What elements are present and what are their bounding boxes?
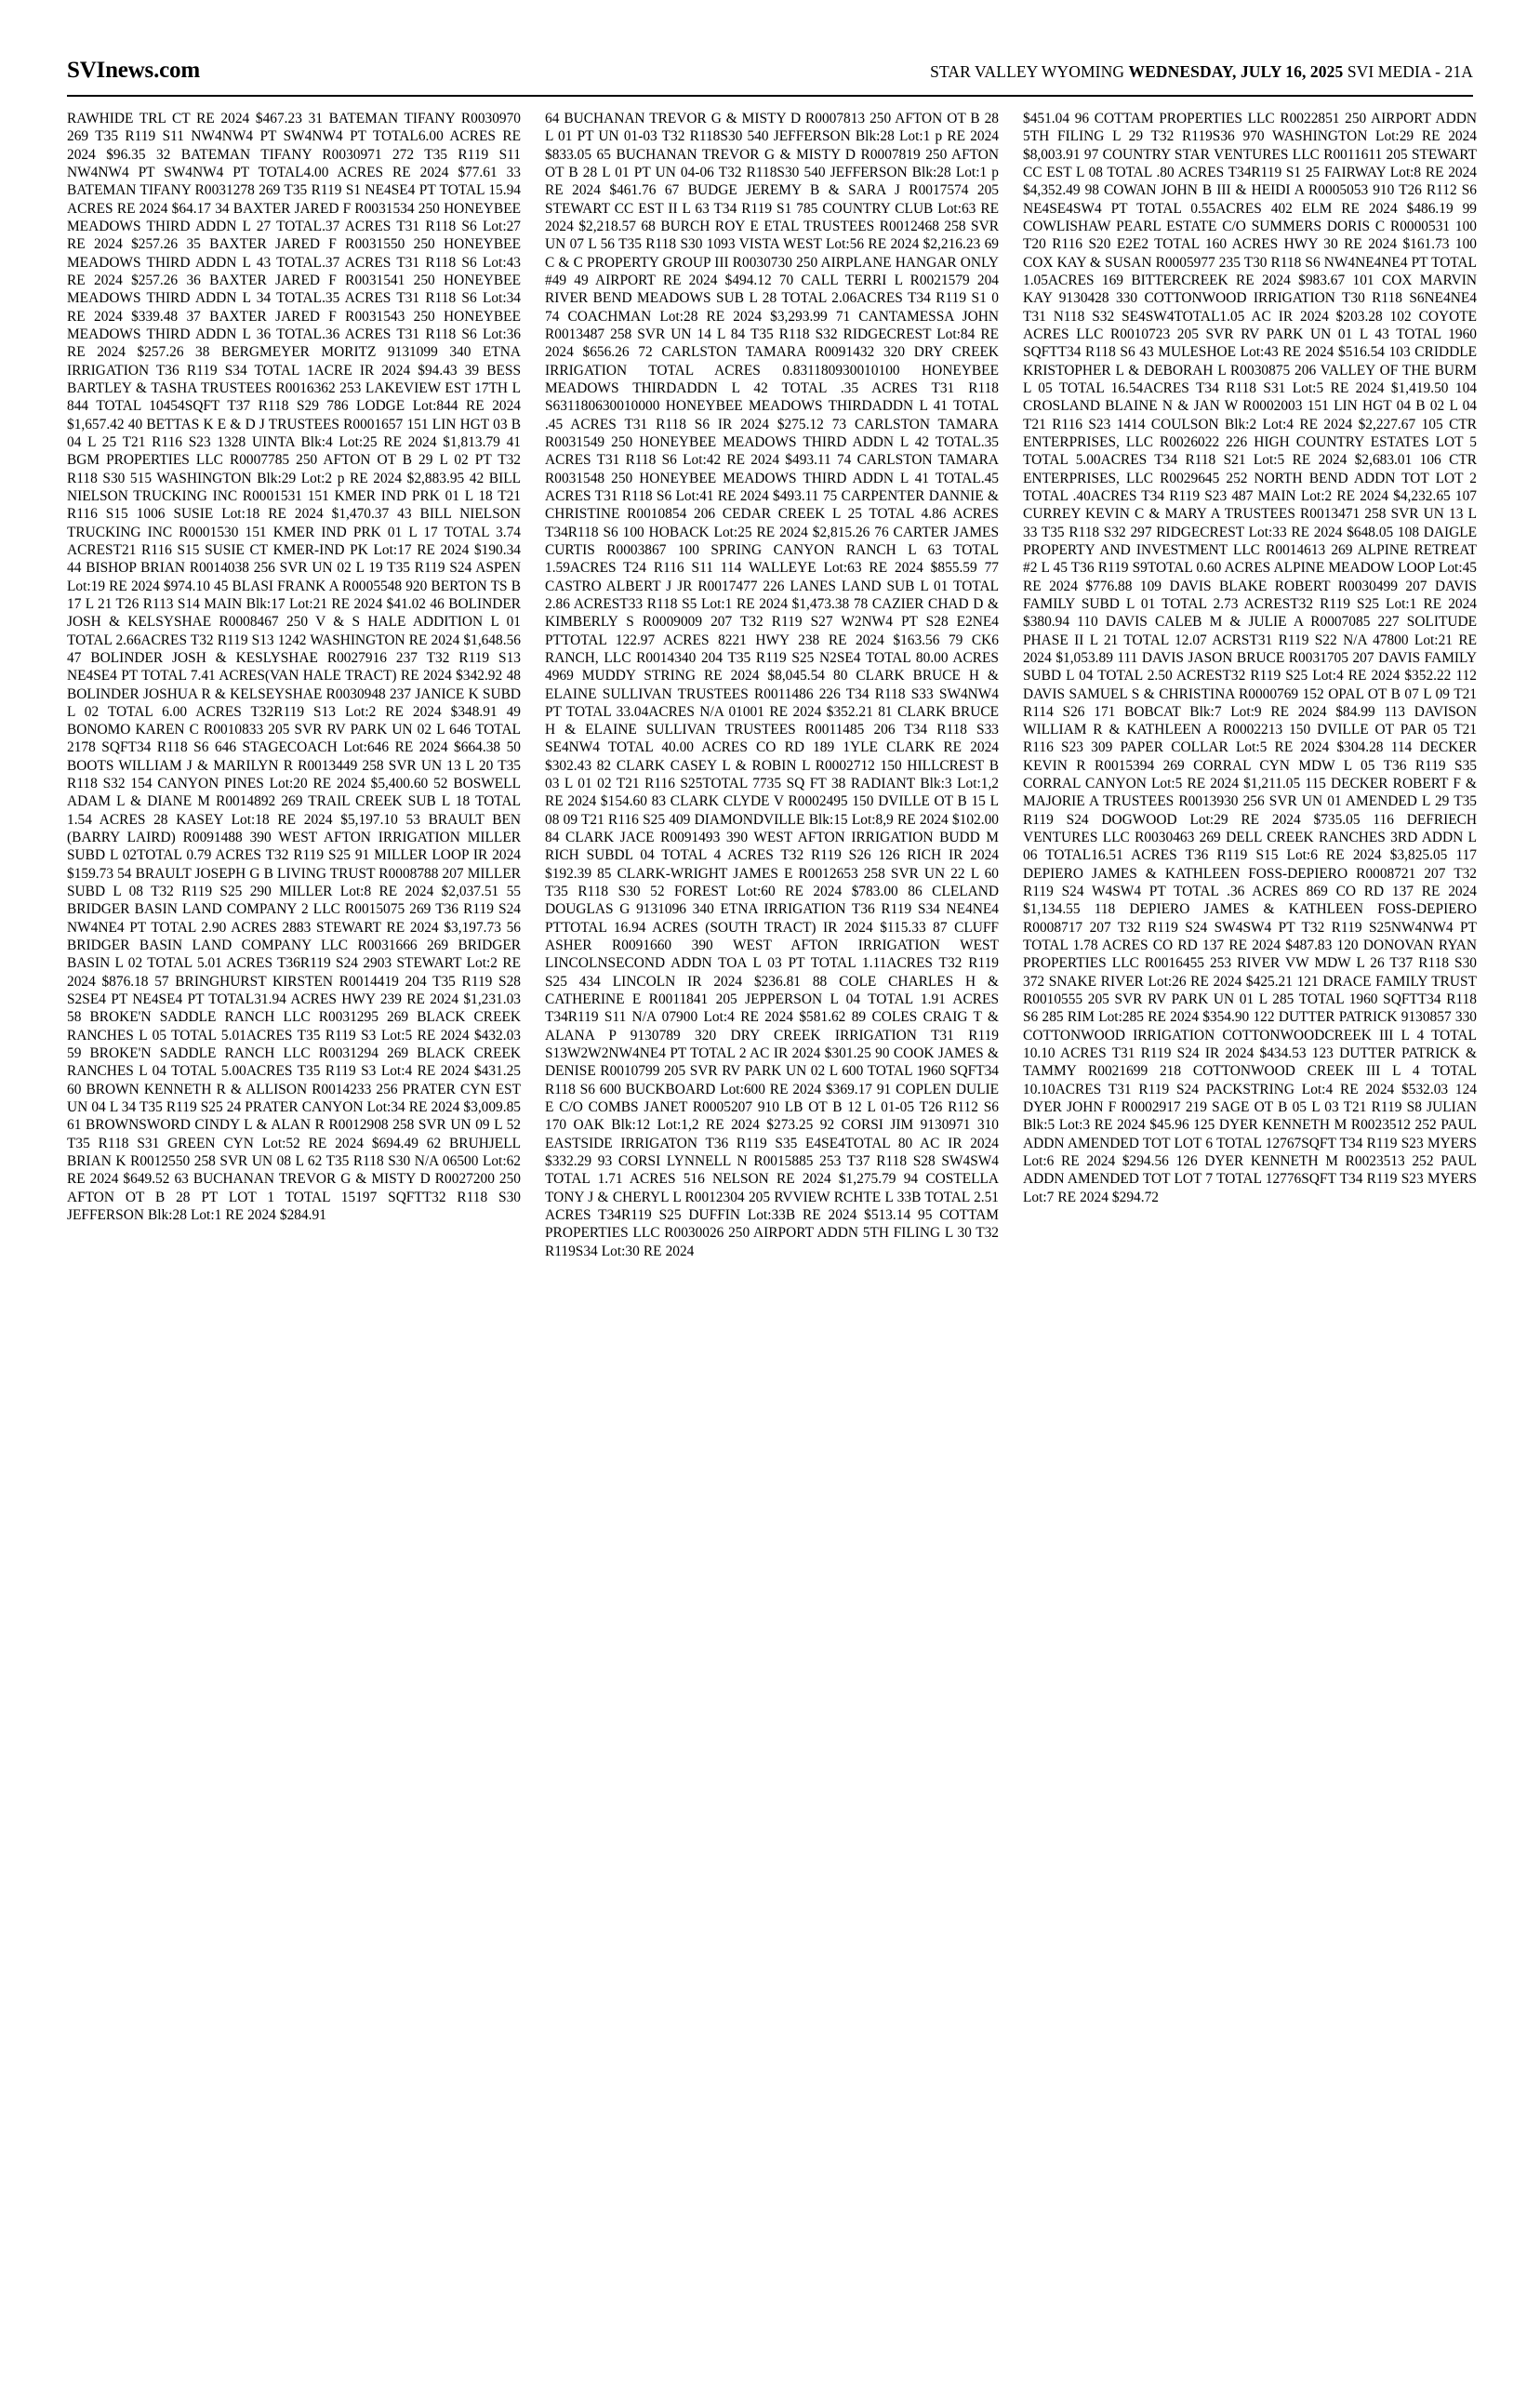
column-3 bbox=[1023, 110, 1477, 1206]
masthead-divider bbox=[67, 95, 1473, 97]
column-2-text: 64 BUCHANAN TREVOR G & MISTY D R0007813 250 AFTON OT B 28 L 01 PT UN 01-03 T32 R118S30 540 JEFFERSON Blk:28 Lot:1 p RE 2024 $833.05 65 BUCHANAN TREVOR G & MISTY D R0007819 250 AFTON OT B 28 L 01 PT UN 04-06 T32 R118S30 540 JEFFERSON Blk:28 Lot:1 p RE 2024 $461.76 67 BUDGE JEREMY B & SARA J R0017574 205 STEWART CC EST II L 63 T34 R119 S1 785 COUNTRY CLUB Lot:63 RE 2024 $2,218.57 68 BURCH ROY E ETAL TRUSTEES R0012468 258 SVR UN 07 L 56 T35 R118 S30 1093 VISTA WEST Lot:56 RE 2024 $2,216.23 69 C & C PROPERTY GROUP III R0030730 250 AIRPLANE HANGAR ONLY #49 49 AIRPORT RE 2024 $494.12 70 CALL TERRI L R0021579 204 RIVER BEND MEADOWS SUB L 28 TOTAL 2.06ACRES T34 R119 S1 0 74 COACHMAN Lot:28 RE 2024 $3,293.99 71 CANTAMESSA JOHN R0013487 258 SVR UN 14 L 84 T35 R118 S32 RIDGECREST Lot:84 RE 2024 $656.26 72 CARLSTON TAMARA R0091432 320 DRY CREEK IRRIGATION TOTAL ACRES 0.831180930010100 HONEYBEE MEADOWS THIRDADDN L 42 TOTAL .35 ACRES T31 R118 S631180630010000 HONEYBEE MEADOWS THIRDADDN L 41 TOTAL .45 ACRES T31 R118 S6 IR 2024 $275.12 73 CARLSTON TAMARA R0031549 250 HONEYBEE MEADOWS THIRD ADDN L 42 TOTAL.35 ACRES T31 R118 S6 Lot:42 RE 2024 $493.11 74 CARLSTON TAMARA R0031548 250 HONEYBEE MEADOWS THIRD ADDN L 41 TOTAL.45 ACRES T31 R118 S6 Lot:41 RE 2024 $493.11 75 CARPENTER DANNIE & CHRISTINE R0010854 206 CEDAR CREEK L 25 TOTAL 4.86 ACRES T34R118 S6 100 HOBACK Lot:25 RE 2024 $2,815.26 76 CARTER JAMES CURTIS R0003867 100 SPRING CANYON RANCH L 63 TOTAL 1.59ACRES T24 R116 S11 114 WALLEYE Lot:63 RE 2024 $855.59 77 CASTRO ALBERT J JR R0017477 226 LANES LAND SUB L 01 TOTAL 2.86 ACREST33 R118 S5 Lot:1 RE 2024 $1,473.38 78 CAZIER CHAD D & KIMBERLY S R0009009 207 T32 R119 S27 W2NW4 PT S28 E2NE4 PTTOTAL 122.97 ACRES 8221 HWY 238 RE 2024 $163.56 79 CK6 RANCH, LLC R0014340 204 T35 R119 S25 N2SE4 TOTAL 80.00 ACRES 4969 MUDDY STRING RE 2024 $8,045.54 80 CLARK BRUCE H & ELAINE SULLIVAN TRUSTEES R0011486 226 T34 R118 S33 SW4NW4 PT TOTAL 33.04ACRES N/A 01001 RE 2024 $352.21 81 CLARK BRUCE H & ELAINE SULLIVAN TRUSTEES R0011485 206 T34 R118 S33 SE4NW4 TOTAL 40.00 ACRES CO RD 189 1YLE CLARK RE 2024 $302.43 82 CLARK CASEY L & ROBIN L R0002712 150 HILLCREST B 03 L 01 02 T21 R116 S25TOTAL 7735 SQ FT 38 RADIANT Blk:3 Lot:1,2 RE 2024 $154.60 83 CLARK CLYDE V R0002495 150 DVILLE OT B 15 L 08 09 T21 R116 S25 409 DIAMONDVILLE Blk:15 Lot:8,9 RE 2024 $102.00 84 CLARK JACE R0091493 390 WEST AFTON IRRIGATION BUDD M RICH SUBDL 04 TOTAL 4 ACRES T32 R119 S26 126 RICH IR 2024 $192.39 85 CLARK-WRIGHT JAMES E R0012653 258 SVR UN 22 L 60 T35 R118 S30 52 FOREST Lot:60 RE 2024 $783.00 86 CLELAND DOUGLAS G 9131096 340 ETNA IRRIGATION T36 R119 S34 NE4NE4 PTTOTAL 16.94 ACRES (SOUTH TRACT) IR 2024 $115.33 87 CLUFF ASHER R0091660 390 WEST AFTON IRRIGATION WEST LINCOLNSECOND ADDN TOA L 03 PT TOTAL 1.11ACRES T32 R119 S25 434 LINCOLN IR 2024 $236.81 88 COLE CHARLES H & CATHERINE E R0011841 205 JEPPERSON L 04 TOTAL 1.91 ACRES T34R119 S11 N/A 07900 Lot:4 RE 2024 $581.62 89 COLES CRAIG T & ALANA P 9130789 320 DRY CREEK IRRIGATION T31 R119 S13W2W2NW4NE4 PT TOTAL 2 AC IR 2024 $301.25 90 COOK JAMES & DENISE R0010799 205 SVR RV PARK UN 02 L 600 TOTAL 1960 SQFT34 R118 S6 600 BUCKBOARD Lot:600 RE 2024 $369.17 91 COPLEN DULIE E C/O COMBS JANET R0005207 910 LB OT B 12 L 01-05 T26 R112 S6 170 OAK Blk:12 Lot:1,2 RE 2024 $273.25 92 CORSI JIM 9130971 310 EASTSIDE IRRIGATON T36 R119 S35 E4SE4TOTAL 80 AC IR 2024 $332.29 93 CORSI LYNNELL N R0015885 253 T37 R118 S28 SW4SW4 TOTAL 1.71 ACRES 516 NELSON RE 2024 $1,275.79 94 COSTELLA TONY J & CHERYL L R0012304 205 RVVIEW RCHTE L 33B TOTAL 2.51 ACRES T34R119 S25 DUFFIN Lot:33B RE 2024 $513.14 95 COTTAM PROPERTIES LLC R0030026 250 AIRPORT ADDN 5TH FILING L 30 T32 R119S34 Lot:30 RE 2024 bbox=[545, 111, 999, 1259]
column-1 bbox=[67, 110, 521, 1224]
masthead-site: SVInews.com bbox=[67, 58, 200, 83]
column-3-text: $451.04 96 COTTAM PROPERTIES LLC R0022851 250 AIRPORT ADDN 5TH FILING L 29 T32 R119S36 970 WASHINGTON Lot:29 RE 2024 $8,003.91 97 COUNTRY STAR VENTURES LLC R0011611 205 STEWART CC EST L 08 TOTAL .80 ACRES T34R119 S1 25 FAIRWAY Lot:8 RE 2024 $4,352.49 98 COWAN JOHN B III & HEIDI A R0005053 910 T26 R112 S6 NE4SE4SW4 PT TOTAL 0.55ACRES 402 ELM RE 2024 $486.19 99 COWLISHAW PEARL ESTATE C/O SUMMERS DORIS C R0000531 100 T20 R116 S20 E2E2 TOTAL 160 ACRES HWY 30 RE 2024 $161.73 100 COX KAY & SUSAN R0005977 235 T30 R118 S6 NW4NE4NE4 PT TOTAL 1.05ACRES 169 BITTERCREEK RE 2024 $983.67 101 COX MARVIN KAY 9130428 330 COTTONWOOD IRRIGATION T30 R118 S6NE4NE4 T31 N118 S32 SE4SW4TOTAL1.05 AC IR 2024 $203.28 102 COYOTE ACRES LLC R0010723 205 SVR RV PARK UN 01 L 43 TOTAL 1960 SQFTT34 R118 S6 43 MULESHOE Lot:43 RE 2024 $516.54 103 CRIDDLE KRISTOPHER L & DEBORAH L R0030875 206 VALLEY OF THE BURM L 05 TOTAL 16.54ACRES T34 R118 S31 Lot:5 RE 2024 $1,419.50 104 CROSLAND BLAINE N & JAN W R0002003 151 LIN HGT 04 B 02 L 04 T21 R116 S23 1414 COULSON Blk:2 Lot:4 RE 2024 $2,227.67 105 CTR ENTERPRISES, LLC R0026022 226 HIGH COUNTRY ESTATES LOT 5 TOTAL 5.00ACRES T34 R118 S21 Lot:5 RE 2024 $2,683.01 106 CTR ENTERPRISES, LLC R0029645 252 NORTH BEND ADDN TOT LOT 2 TOTAL .40ACRES T34 R119 S23 487 MAIN Lot:2 RE 2024 $4,232.65 107 CURREY KEVIN C & MARY A TRUSTEES R0013471 258 SVR UN 13 L 33 T35 R118 S32 297 RIDGECREST Lot:33 RE 2024 $648.05 108 DAIGLE PROPERTY AND INVESTMENT LLC R0014613 269 ALPINE RETREAT #2 L 45 T36 R119 S9TOTAL 0.60 ACRES ALPINE MEADOW LOOP Lot:45 RE 2024 $776.88 109 DAVIS BLAKE ROBERT R0030499 207 DAVIS FAMILY SUBD L 01 TOTAL 2.73 ACREST32 R119 S25 Lot:1 RE 2024 $380.94 110 DAVIS CALEB M & JULIE A R0007085 227 SOLITUDE PHASE II L 21 TOTAL 12.07 ACRST31 R119 S22 N/A 47800 Lot:21 RE 2024 $1,053.89 111 DAVIS JASON BRUCE R0031705 207 DAVIS FAMILY SUBD L 04 TOTAL 2.50 ACREST32 R119 S25 Lot:4 RE 2024 $352.22 112 DAVIS SAMUEL S & CHRISTINA R0000769 152 OPAL OT B 07 L 09 T21 R114 S26 171 BOBCAT Blk:7 Lot:9 RE 2024 $84.99 113 DAVISON WILLIAM R & KATHLEEN A R0002213 150 DVILLE OT PAR 05 T21 R116 S23 309 PAPER COLLAR Lot:5 RE 2024 $304.28 114 DECKER KEVIN R R0015394 269 CORRAL CYN MDW L 05 T36 R119 S35 CORRAL CANYON Lot:5 RE 2024 $1,211.05 115 DECKER ROBERT F & MAJORIE A TRUSTEES R0013930 256 SVR UN 01 AMENDED L 29 T35 R119 S24 DOGWOOD Lot:29 RE 2024 $735.05 116 DEFRIECH VENTURES LLC R0030463 269 DELL CREEK RANCHES 3RD ADDN L 06 TOTAL16.51 ACRES T36 R119 S15 Lot:6 RE 2024 $3,825.05 117 DEPIERO JAMES & KATHLEEN FOSS-DEPIERO R0008721 207 T32 R119 S24 W4SW4 PT TOTAL .36 ACRES 869 CO RD 137 RE 2024 $1,134.55 118 DEPIERO JAMES & KATHLEEN FOSS-DEPIERO R0008717 207 T32 R119 S24 SW4SW4 PT T32 R119 S25NW4NW4 PT TOTAL 1.78 ACRES CO RD 137 RE 2024 $487.83 120 DONOVAN RYAN PROPERTIES LLC R0016455 253 RIVER VW MDW L 26 T37 R118 S30 372 SNAKE RIVER Lot:26 RE 2024 $425.21 121 DRACE FAMILY TRUST R0010555 205 SVR RV PARK UN 01 L 285 TOTAL 1960 SQFTT34 R118 S6 285 RIM Lot:285 RE 2024 $354.90 122 DUTTER PATRICK 9130857 330 COTTONWOOD IRRIGATION COTTONWOODCREEK III L 4 TOTAL 10.10 ACRES T31 R119 S24 IR 2024 $434.53 123 DUTTER PATRICK & TAMMY R0021699 218 COTTONWOOD CREEK III L 4 TOTAL 10.10ACRES T31 R119 S24 PACKSTRING Lot:4 RE 2024 $532.03 124 DYER JOHN F R0002917 219 SAGE OT B 05 L 03 T21 R119 S8 JULIAN Blk:5 Lot:3 RE 2024 $45.96 125 DYER KENNETH M R0023512 252 PAUL ADDN AMENDED TOT LOT 6 TOTAL 12767SQFT T34 R119 S23 MYERS Lot:6 RE 2024 $294.56 126 DYER KENNETH M R0023513 252 PAUL ADDN AMENDED TOT LOT 7 TOTAL 12776SQFT T34 R119 S23 MYERS Lot:7 RE 2024 $294.72 bbox=[1023, 111, 1477, 1205]
masthead-info bbox=[930, 62, 1473, 82]
masthead-paper: STAR VALLEY WYOMING bbox=[930, 62, 1125, 81]
column-2 bbox=[545, 110, 999, 1260]
masthead bbox=[67, 58, 1473, 89]
column-1-text: RAWHIDE TRL CT RE 2024 $467.23 31 BATEMAN TIFANY R0030970 269 T35 R119 S11 NW4NW4 PT SW4NW4 PT TOTAL6.00 ACRES RE 2024 $96.35 32 BATEMAN TIFANY R0030971 272 T35 R119 S11 NW4NW4 PT SW4NW4 PT TOTAL4.00 ACRES RE 2024 $77.61 33 BATEMAN TIFANY R0031278 269 T35 R119 S1 NE4SE4 PT TOTAL 15.94 ACRES RE 2024 $64.17 34 BAXTER JARED F R0031534 250 HONEYBEE MEADOWS THIRD ADDN L 27 TOTAL.37 ACRES T31 R118 S6 Lot:27 RE 2024 $257.26 35 BAXTER JARED F R0031550 250 HONEYBEE MEADOWS THIRD ADDN L 43 TOTAL.37 ACRES T31 R118 S6 Lot:43 RE 2024 $257.26 36 BAXTER JARED F R0031541 250 HONEYBEE MEADOWS THIRD ADDN L 34 TOTAL.35 ACRES T31 R118 S6 Lot:34 RE 2024 $339.48 37 BAXTER JARED F R0031543 250 HONEYBEE MEADOWS THIRD ADDN L 36 TOTAL.36 ACRES T31 R118 S6 Lot:36 RE 2024 $257.26 38 BERGMEYER MORITZ 9131099 340 ETNA IRRIGATION T36 R119 S34 TOTAL 1ACRE IR 2024 $94.43 39 BESS BARTLEY & TASHA TRUSTEES R0016362 253 LAKEVIEW EST 17TH L 844 TOTAL 10454SQFT T37 R118 S29 786 LODGE Lot:844 RE 2024 $1,657.42 40 BETTAS K E & D J TRUSTEES R0001657 151 LIN HGT 03 B 04 L 25 T21 R116 S23 1328 UINTA Blk:4 Lot:25 RE 2024 $1,813.79 41 BGM PROPERTIES LLC R0007785 250 AFTON OT B 29 L 02 PT T32 R118 S30 515 WASHINGTON Blk:29 Lot:2 p RE 2024 $2,883.95 42 BILL NIELSON TRUCKING INC R0001531 151 KMER IND PRK 01 L 18 T21 R116 S15 1006 SUSIE Lot:18 RE 2024 $1,470.37 43 BILL NIELSON TRUCKING INC R0001530 151 KMER IND PRK 01 L 17 TOTAL 3.74 ACREST21 R116 S15 SUSIE CT KMER-IND PK Lot:17 RE 2024 $190.34 44 BISHOP BRIAN R0014038 256 SVR UN 02 L 19 T35 R119 S24 ASPEN Lot:19 RE 2024 $974.10 45 BLASI FRANK A R0005548 920 BERTON TS B 17 L 21 T26 R113 S14 MAIN Blk:17 Lot:21 RE 2024 $41.02 46 BOLINDER JOSH & KELSYSHAE R0008467 250 V & S HALE ADDITION L 01 TOTAL 2.66ACRES T32 R119 S13 1242 WASHINGTON RE 2024 $1,648.56 47 BOLINDER JOSH & KESLYSHAE R0027916 237 T32 R119 S13 NE4SE4 PT TOTAL 7.41 ACRES(VAN HALE TRACT) RE 2024 $342.92 48 BOLINDER JOSHUA R & KELSEYSHAE R0030948 237 JANICE K SUBD L 02 TOTAL 6.00 ACRES T32R119 S13 Lot:2 RE 2024 $348.91 49 BONOMO KAREN C R0010833 205 SVR RV PARK UN 02 L 646 TOTAL 2178 SQFT34 R118 S6 646 STAGECOACH Lot:646 RE 2024 $664.38 50 BOOTS WILLIAM J & MARILYN R R0013449 258 SVR UN 13 L 20 T35 R118 S32 154 CANYON PINES Lot:20 RE 2024 $5,400.60 52 BOSWELL ADAM L & DIANE M R0014892 269 TRAIL CREEK SUB L 18 TOTAL 1.54 ACRES 28 KASEY Lot:18 RE 2024 $5,197.10 53 BRAULT BEN (BARRY LAIRD) R0091488 390 WEST AFTON IRRIGATION MILLER SUBD L 02TOTAL 0.79 ACRES T32 R119 S25 91 MILLER LOOP IR 2024 $159.73 54 BRAULT JOSEPH G B LIVING TRUST R0008788 207 MILLER SUBD L 08 T32 R119 S25 290 MILLER Lot:8 RE 2024 $2,037.51 55 BRIDGER BASIN LAND COMPANY 2 LLC R0015075 269 T36 R119 S24 NW4NE4 PT TOTAL 2.90 ACRES 2883 STEWART RE 2024 $3,197.73 56 BRIDGER BASIN LAND COMPANY LLC R0031666 269 BRIDGER BASIN L 02 TOTAL 5.01 ACRES T36R119 S24 2903 STEWART Lot:2 RE 2024 $876.18 57 BRINGHURST KIRSTEN R0014419 204 T35 R119 S28 S2SE4 PT NE4SE4 PT TOTAL31.94 ACRES HWY 239 RE 2024 $1,231.03 58 BROKE'N SADDLE RANCH LLC R0031295 269 BLACK CREEK RANCHES L 05 TOTAL 5.01ACRES T35 R119 S3 Lot:5 RE 2024 $432.03 59 BROKE'N SADDLE RANCH LLC R0031294 269 BLACK CREEK RANCHES L 04 TOTAL 5.00ACRES T35 R119 S3 Lot:4 RE 2024 $431.25 60 BROWN KENNETH R & ALLISON R0014233 256 PRATER CYN EST UN 04 L 34 T35 R119 S25 24 PRATER CANYON Lot:34 RE 2024 $3,009.85 61 BROWNSWORD CINDY L & ALAN R R0012908 258 SVR UN 09 L 52 T35 R118 S31 GREEN CYN Lot:52 RE 2024 $694.49 62 BRUHJELL BRIAN K R0012550 258 SVR UN 08 L 62 T35 R118 S30 N/A 06500 Lot:62 RE 2024 $649.52 63 BUCHANAN TREVOR G & MISTY D R0027200 250 AFTON OT B 28 PT LOT 1 TOTAL 15197 SQFTT32 R118 S30 JEFFERSON Blk:28 Lot:1 RE 2024 $284.91 bbox=[67, 111, 521, 1224]
masthead-date: WEDNESDAY, JULY 16, 2025 bbox=[1128, 62, 1344, 81]
legal-notices-columns bbox=[67, 110, 1477, 1260]
masthead-publisher: SVI MEDIA - 21A bbox=[1347, 62, 1473, 81]
